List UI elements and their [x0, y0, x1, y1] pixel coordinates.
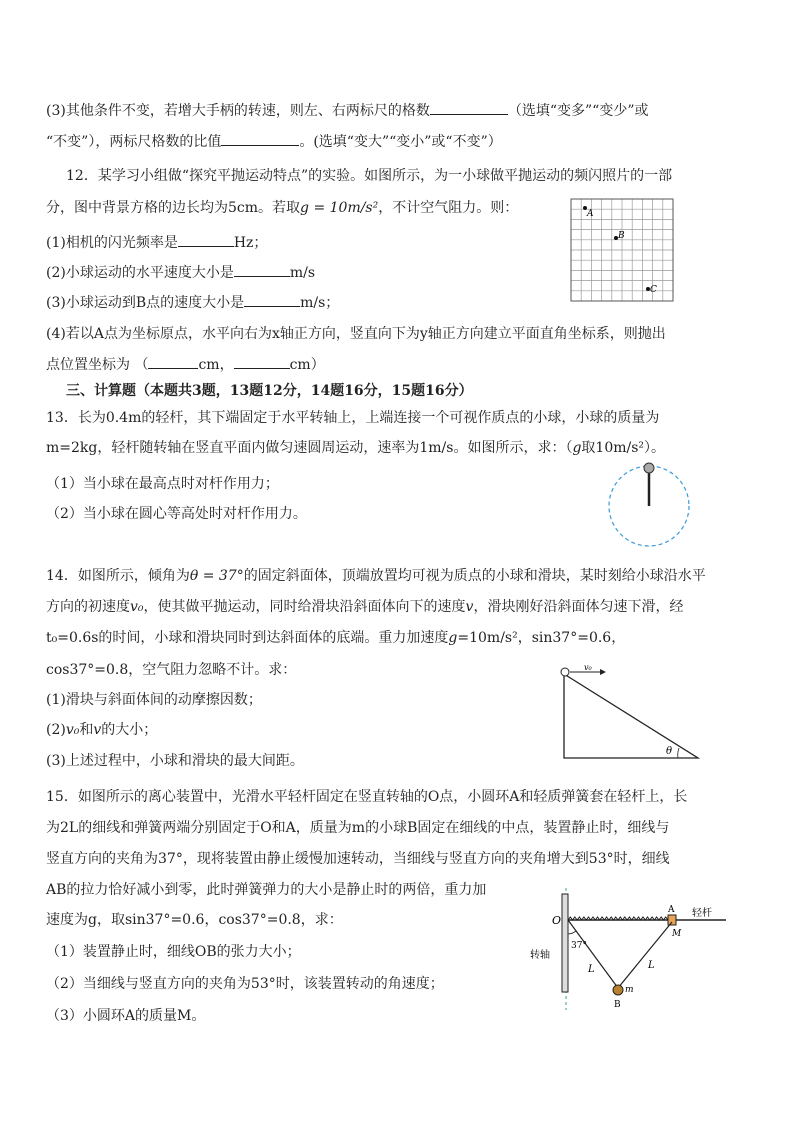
q13-line2-c: 取10m/s²）。	[581, 440, 666, 456]
q11-p3-text-c: “不变”），两标尺格数的比值	[46, 134, 222, 150]
q12-intro-2c: ，不计空气阻力。则：	[378, 200, 519, 216]
q14-line3-g: g	[448, 630, 458, 646]
q12-p2-text: (2)小球运动的水平速度大小是	[46, 265, 234, 281]
q12-intro-2a: 分，图中背景方格的边长均为5cm。若取	[46, 200, 301, 216]
q14-line2-e: ，滑块刚好沿斜面体匀速下滑，经	[473, 599, 684, 615]
q11-p3-text-a: (3)其他条件不变，若增大手柄的转速，则左、右两标尺的格数	[46, 103, 430, 119]
q12-label-b: B	[618, 231, 625, 241]
q15-label-rod: 轻杆	[692, 908, 712, 919]
q14-line3-c: =10m/s²，sin37°=0.6，	[457, 630, 626, 646]
q13-ball	[644, 463, 654, 473]
q15-string-ob	[568, 920, 618, 988]
q12-p4-text: 点位置坐标为 （	[46, 357, 149, 373]
q14-line1-a: 14．如图所示，倾角为	[46, 568, 190, 584]
q15-label-a: A	[668, 905, 675, 915]
q12-p1-unit: Hz；	[233, 235, 268, 251]
q14-v: v	[465, 599, 474, 615]
q14-angle-arc	[678, 748, 679, 758]
q15-label-l2: L	[648, 960, 655, 971]
q15-part3: （3）小圆环A的质量M。	[46, 1008, 206, 1024]
q15-line3: 竖直方向的夹角为37°，现将装置由静止缓慢加速转动，当细线与竖直方向的夹角增大到53°时，细线	[46, 851, 670, 867]
q12-label-c: C	[650, 285, 657, 295]
q15-label-l1: L	[588, 964, 595, 975]
q12-p3-text: (3)小球运动到B点的速度大小是	[46, 295, 245, 311]
q15-label-axis: 转轴	[530, 950, 550, 961]
q14-line2-c: ，使其做平抛运动，同时给滑块沿斜面体向下的速度	[143, 599, 466, 615]
q14-line1	[46, 566, 706, 586]
q11-part3-line1	[46, 100, 648, 121]
q15-angle-arc	[568, 931, 576, 934]
q12-blank-3[interactable]	[244, 292, 300, 307]
q15-vertical-shaft	[562, 894, 568, 992]
q14-arrow-head	[600, 669, 606, 675]
q12-label-a: A	[587, 209, 594, 219]
q13-part2: （2）当小球在圆心等高处时对杆作用力。	[46, 506, 307, 522]
q13-circle-figure	[604, 456, 694, 550]
q15-label-m-small: m	[625, 985, 634, 995]
q12-part2	[46, 262, 315, 283]
q12-blank-1[interactable]	[178, 232, 234, 247]
q15-ball-b	[613, 985, 623, 995]
q14-fig-v0-label: v₀	[584, 664, 592, 672]
q12-intro-line1: 12．某学习小组做“探究平抛运动特点”的实验。如图所示，为一小球做平抛运动的频闪照片的一部	[66, 168, 673, 184]
q11-part3-line2	[46, 131, 502, 152]
q15-part2: （2）当细线与竖直方向的夹角为53°时，该装置转动的角速度；	[46, 976, 444, 992]
q15-label-o: O	[552, 914, 562, 927]
q14-ball	[561, 668, 569, 676]
q14-p2-v: v	[93, 722, 102, 738]
q14-part2	[46, 720, 157, 740]
q14-line2	[46, 597, 683, 617]
q12-blank-2[interactable]	[234, 262, 290, 277]
q15-line4: AB的拉力恰好减小到零，此时弹簧弹力的大小是静止时的两倍，重力加	[46, 882, 487, 898]
q14-part1: (1)滑块与斜面体间的动摩擦因数；	[46, 692, 262, 708]
q14-part3: (3)上述过程中，小球和滑块的最大间距。	[46, 753, 304, 769]
q12-blank-4[interactable]	[148, 354, 198, 369]
q15-label-b: B	[614, 1000, 621, 1010]
q14-line3	[46, 628, 625, 648]
q11-blank-2[interactable]	[221, 131, 299, 146]
q14-line1-c: 的固定斜面体，顶端放置均可视为质点的小球和滑块，某时刻给小球沿水平	[243, 568, 706, 584]
q12-g-value: g = 10m/s²	[300, 200, 379, 216]
q11-p3-text-b: （选填“变多”“变少”或	[507, 103, 649, 119]
q12-grid-figure	[568, 196, 676, 304]
q14-p2-e: 的大小；	[101, 722, 158, 738]
q14-v0: v₀	[130, 599, 144, 615]
q14-p2-a: (2)	[46, 722, 66, 738]
q13-line2	[46, 438, 665, 458]
q15-label-m-upper: M	[672, 929, 682, 939]
q15-centrifuge-figure	[526, 888, 732, 1010]
q12-blank-5[interactable]	[234, 354, 290, 369]
q12-part1	[46, 232, 267, 253]
q12-part3	[46, 292, 339, 313]
q15-line1: 15．如图所示的离心装置中，光滑水平轻杆固定在竖直转轴的O点，小圆环A和轻质弹簧套在轻杆上，长	[46, 789, 688, 805]
q14-theta-value: θ = 37°	[189, 568, 244, 584]
q13-part1: （1）当小球在最高点时对杆作用力；	[46, 476, 279, 492]
q15-line5: 速度为g，取sin37°=0.6，cos37°=0.8，求：	[46, 912, 343, 928]
q14-p2-c: 和	[79, 722, 94, 738]
q12-part4-line2	[46, 354, 325, 375]
q15-string-ab	[618, 922, 672, 988]
q13-line2-g: g	[572, 440, 582, 456]
q13-line2-a: m=2kg，轻杆随转轴在竖直平面内做匀速圆周运动，速率为1m/s。如图所示，求：（	[46, 440, 573, 456]
q15-ring-a	[668, 915, 676, 925]
q12-p4-unit2: cm）	[289, 357, 325, 373]
q12-p2-unit: m/s	[289, 265, 316, 281]
q11-p3-text-d: 。(选填“变大”“变小”或“不变”）	[299, 134, 502, 150]
q14-line3-a: t₀=0.6s的时间，小球和滑块同时到达斜面体的底端。重力加速度	[46, 630, 449, 646]
q14-line4: cos37°=0.8，空气阻力忽略不计。求：	[46, 662, 297, 678]
q12-p1-text: (1)相机的闪光频率是	[46, 235, 178, 251]
q12-intro-line2	[46, 198, 518, 218]
q14-incline-figure	[552, 664, 704, 764]
q14-p2-v0: v₀	[65, 722, 80, 738]
q14-line2-a: 方向的初速度	[46, 599, 130, 615]
q11-blank-1[interactable]	[430, 100, 508, 115]
q12-p3-unit: m/s；	[300, 295, 340, 311]
q14-fig-theta-label: θ	[666, 746, 673, 757]
q15-line2: 为2L的细线和弹簧两端分别固定于O和A，质量为m的小球B固定在细线的中点，装置静止时，细线与	[46, 820, 670, 836]
q15-part1: （1）装置静止时，细线OB的张力大小；	[46, 944, 301, 960]
q13-line1: 13．长为0.4m的轻杆，其下端固定于水平转轴上，上端连接一个可视作质点的小球，小球的质量为	[46, 410, 660, 426]
q15-label-angle: 37°	[571, 941, 587, 951]
section-3-heading: 三、计算题（本题共3题，13题12分，14题16分，15题16分）	[66, 383, 473, 399]
q12-part4-line1: (4)若以A点为坐标原点，水平向右为x轴正方向，竖直向下为y轴正方向建立平面直角坐标系，则抛出	[46, 326, 666, 342]
q14-incline-triangle	[564, 674, 698, 758]
q12-p4-unit1: cm，	[198, 357, 234, 373]
